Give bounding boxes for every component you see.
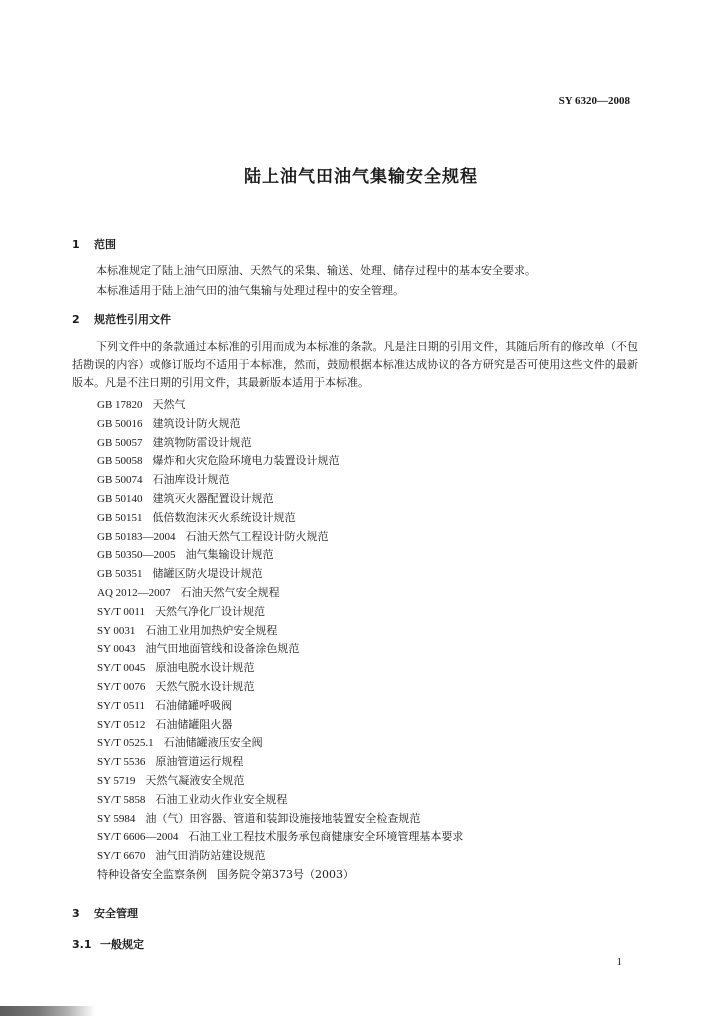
reference-item xyxy=(97,810,463,829)
reference-item xyxy=(97,659,463,678)
document-title: 陆上油气田油气集输安全规程 xyxy=(244,167,478,187)
reference-title: 建筑灭火器配置设计规范 xyxy=(152,491,274,505)
section-number: 1 xyxy=(72,238,80,251)
standard-code: SY 6320—2008 xyxy=(558,95,630,107)
reference-item xyxy=(97,847,463,866)
section-number: 2 xyxy=(72,313,80,326)
section-title: 范围 xyxy=(94,238,116,251)
section-number: 3 xyxy=(72,907,80,920)
reference-item xyxy=(97,415,463,434)
section-heading-scope xyxy=(72,236,116,252)
reference-item xyxy=(97,678,463,697)
reference-item xyxy=(97,396,463,415)
reference-item xyxy=(97,490,463,509)
reference-title: 建筑物防雷设计规范 xyxy=(152,435,252,449)
reference-code: GB 50351 xyxy=(97,568,143,581)
reference-code: GB 50151 xyxy=(97,511,143,524)
reference-code: SY/T 0011 xyxy=(97,605,145,618)
reference-title: 石油储罐液压安全阀 xyxy=(163,736,263,750)
reference-item xyxy=(97,697,463,716)
reference-title: 建筑设计防火规范 xyxy=(152,416,241,430)
reference-title: 石油工业动火作业安全规程 xyxy=(155,792,288,806)
subsection-number: 3.1 xyxy=(72,938,92,951)
reference-title: 天然气凝液安全规范 xyxy=(145,773,245,787)
reference-code: SY/T 0076 xyxy=(97,680,146,693)
reference-code: SY/T 6670 xyxy=(97,850,146,863)
reference-item xyxy=(97,866,463,885)
reference-code: SY/T 0525.1 xyxy=(97,737,154,750)
reference-title: 低倍数泡沫灭火系统设计规范 xyxy=(152,510,296,524)
reference-title: 石油储罐阻火器 xyxy=(155,717,233,731)
reference-item xyxy=(97,452,463,471)
reference-code: GB 50350—2005 xyxy=(97,549,176,562)
reference-code: GB 17820 xyxy=(97,399,143,411)
reference-title: 石油库设计规范 xyxy=(152,473,230,487)
reference-title: 国务院令第373号（2003） xyxy=(217,867,354,881)
page-number: 1 xyxy=(616,956,622,968)
reference-code: SY 5984 xyxy=(97,812,136,825)
reference-code: GB 50058 xyxy=(97,455,143,468)
reference-item xyxy=(97,434,463,453)
reference-item xyxy=(97,509,463,528)
reference-code: GB 50057 xyxy=(97,436,143,449)
reference-item xyxy=(97,828,463,847)
reference-item xyxy=(97,640,463,659)
reference-item xyxy=(97,471,463,490)
reference-code: SY 0031 xyxy=(97,624,136,637)
reference-item xyxy=(97,622,463,641)
reference-code: SY/T 5858 xyxy=(97,793,146,806)
references-intro-paragraph: 下列文件中的条款通过本标准的引用而成为本标准的条款。凡是注日期的引用文件，其随后所有的修改单（不包括勘误的内容）或修订版均不适用于本标准，然而，鼓励根据本标准达成协议的各方研究是否可使用这些文件的最新版本。凡是不注日期的引用文件，其最新版本适用于本标准。 xyxy=(72,340,638,389)
reference-code: SY/T 0045 xyxy=(97,662,146,675)
section-title: 规范性引用文件 xyxy=(94,313,171,326)
reference-list xyxy=(97,396,463,885)
reference-title: 原油电脱水设计规范 xyxy=(155,661,255,675)
section-heading-safety-management xyxy=(72,905,138,921)
reference-code: SY 0043 xyxy=(97,643,136,656)
reference-title: 天然气净化厂设计规范 xyxy=(154,604,265,618)
reference-code: GB 50074 xyxy=(97,474,143,487)
reference-code: GB 50140 xyxy=(97,492,143,505)
reference-item xyxy=(97,791,463,810)
scan-artifact xyxy=(0,1006,95,1016)
subsection-title: 一般规定 xyxy=(100,938,144,951)
reference-title: 石油天然气安全规程 xyxy=(180,585,280,599)
reference-item xyxy=(97,546,463,565)
reference-title: 石油工业工程技术服务承包商健康安全环境管理基本要求 xyxy=(188,830,464,844)
reference-title: 天然气 xyxy=(152,398,186,411)
reference-title: 储罐区防火堤设计规范 xyxy=(152,567,263,581)
reference-code: GB 50016 xyxy=(97,417,143,430)
reference-title: 石油储罐呼吸阀 xyxy=(154,698,232,712)
reference-item xyxy=(97,584,463,603)
reference-item xyxy=(97,753,463,772)
reference-code: SY/T 6606—2004 xyxy=(97,831,179,844)
reference-title: 油气集输设计规范 xyxy=(185,548,274,562)
reference-item xyxy=(97,716,463,735)
reference-title: 原油管道运行规程 xyxy=(155,755,244,769)
reference-item xyxy=(97,603,463,622)
reference-item xyxy=(97,565,463,584)
reference-item xyxy=(97,734,463,753)
reference-item xyxy=(97,528,463,547)
reference-code: SY/T 0512 xyxy=(97,718,146,731)
reference-item xyxy=(97,772,463,791)
reference-code: SY/T 0511 xyxy=(97,699,145,712)
reference-code: 特种设备安全监察条例 xyxy=(97,868,207,881)
reference-title: 油气田地面管线和设备涂色规范 xyxy=(145,642,300,656)
section-title: 安全管理 xyxy=(94,907,138,920)
reference-title: 油气田消防站建设规范 xyxy=(155,849,266,863)
reference-title: 天然气脱水设计规范 xyxy=(155,679,255,693)
subsection-heading-general xyxy=(72,936,144,952)
reference-title: 爆炸和火灾危险环境电力装置设计规范 xyxy=(152,454,340,468)
scope-paragraph-2: 本标准适用于陆上油气田的油气集输与处理过程中的安全管理。 xyxy=(96,284,404,297)
reference-code: AQ 2012—2007 xyxy=(97,586,171,599)
section-heading-normative-references xyxy=(72,311,171,327)
reference-code: GB 50183—2004 xyxy=(97,530,176,543)
reference-code: SY 5719 xyxy=(97,774,136,787)
reference-code: SY/T 5536 xyxy=(97,756,146,769)
reference-title: 石油工业用加热炉安全规程 xyxy=(145,623,278,637)
reference-title: 油（气）田容器、管道和装卸设施接地装置安全检查规范 xyxy=(145,811,421,825)
scope-paragraph-1: 本标准规定了陆上油气田原油、天然气的采集、输送、处理、储存过程中的基本安全要求。 xyxy=(96,264,536,277)
reference-title: 石油天然气工程设计防火规范 xyxy=(185,529,329,543)
